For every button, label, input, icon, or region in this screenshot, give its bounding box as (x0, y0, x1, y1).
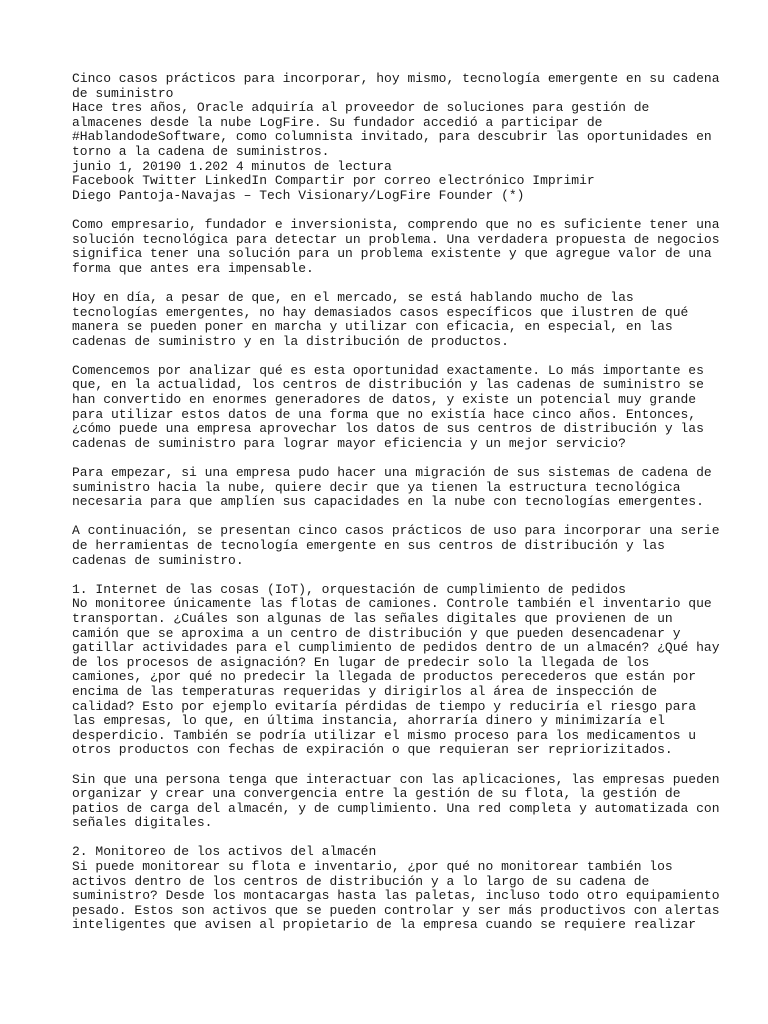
text-line: transportan. ¿Cuáles son algunas de las señales digitales que provienen de un (72, 610, 673, 626)
text-line: cadenas de suministro y en la distribución de productos. (72, 333, 509, 349)
text-line: han convertido en enormes generadores de datos, y existe un potencial muy grande (72, 392, 697, 408)
article-title-line-2: de suministro (72, 85, 174, 101)
text-line: solución tecnológica para detectar un problema. Una verdadera propuesta de negocios (72, 231, 720, 247)
article-meta: junio 1, 20190 1.202 4 minutos de lectura (72, 158, 392, 174)
text-line: Sin que una persona tenga que interactuar con las aplicaciones, las empresas pueden (72, 771, 720, 787)
text-line: suministro? Desde los montacargas hasta las paletas, incluso todo otro equipamiento (72, 888, 720, 904)
text-line: camiones, ¿por qué no predecir la llegada de productos perecederos que están por (72, 669, 697, 685)
text-line: desperdicio. También se podría utilizar el mismo proceso para los medicamentos u (72, 727, 697, 743)
text-line: otros productos con fechas de expiración o que requieran ser repriorizitados. (72, 742, 673, 758)
text-line: para utilizar estos datos de una forma que no existía hace cinco años. Entonces, (72, 406, 697, 422)
text-line: forma que antes era impensable. (72, 260, 314, 276)
article-lead-line-3: #HablandodeSoftware, como columnista invitado, para descubrir las oportunidades en (72, 129, 712, 145)
text-line: Para empezar, si una empresa pudo hacer una migración de sus sistemas de cadena de (72, 465, 712, 481)
text-line: inteligentes que avisen al propietario de la empresa cuando se requiere realizar (72, 917, 697, 933)
share-links: Facebook Twitter LinkedIn Compartir por correo electrónico Imprimir (72, 173, 595, 189)
paragraph-3 (72, 364, 712, 452)
paragraph-2 (72, 291, 712, 349)
text-line: que, en la actualidad, los centros de distribución y las cadenas de suministro se (72, 377, 704, 393)
text-line: significa tener una solución para un problema existente y que agregue valor de una (72, 246, 712, 262)
article-lead-line-1: Hace tres años, Oracle adquiría al proveedor de soluciones para gestión de (72, 100, 650, 116)
text-line: Si puede monitorear su flota e inventario, ¿por qué no monitorear también los (72, 859, 673, 875)
text-line: de los procesos de asignación? En lugar de predecir solo la llegada de los (72, 654, 650, 670)
text-line: Como empresario, fundador e inversionista, comprendo que no es suficiente tener una (72, 216, 720, 232)
text-line: encima de las temperaturas requeridas y dirigirlos al área de inspección de (72, 683, 658, 699)
text-line: las empresas, lo que, en última instancia, ahorraría dinero y minimizaría el (72, 713, 665, 729)
article-title-line-1: Cinco casos prácticos para incorporar, hoy mismo, tecnología emergente en su cadena (72, 71, 720, 86)
section-heading: 2. Monitoreo de los activos del almacén (72, 844, 377, 860)
text-line: suministro hacia la nube, quiere decir que ya tienen la estructura tecnológica (72, 479, 681, 495)
section-1-iot (72, 581, 720, 758)
text-line: manera se pueden poner en marcha y utilizar con eficacia, en especial, en las (72, 319, 673, 335)
document-page (72, 71, 720, 948)
text-line: patios de carga del almacén, y de cumplimiento. Una red completa y automatizada con (72, 800, 720, 816)
text-line: calidad? Esto por ejemplo evitaría pérdidas de tiempo y reduciría el riesgo para (72, 698, 697, 714)
article-header (72, 71, 720, 203)
text-line: pesado. Estos son activos que se pueden controlar y ser más productivos con alertas (72, 902, 720, 918)
text-line: necesaria para que amplíen sus capacidades en la nube con tecnologías emergentes. (72, 494, 704, 510)
text-line: No monitoree únicamente las flotas de camiones. Controle también el inventario que (72, 596, 712, 612)
text-line: cadenas de suministro. (72, 552, 244, 568)
section-heading: 1. Internet de las cosas (IoT), orquestación de cumplimiento de pedidos (72, 581, 626, 597)
paragraph-7 (72, 771, 720, 831)
text-line: cadenas de suministro para lograr mayor eficiencia y un mejor servicio? (72, 435, 626, 451)
text-line: gatillar actividades para el cumplimiento de pedidos dentro de un almacén? ¿Qué hay (72, 640, 720, 656)
text-line: A continuación, se presentan cinco casos prácticos de uso para incorporar una serie (72, 523, 720, 539)
text-line: organizar y crear una convergencia entre la gestión de su flota, la gestión de (72, 786, 681, 802)
text-line: de herramientas de tecnología emergente en sus centros de distribución y las (72, 538, 665, 553)
section-2-asset-monitoring (72, 844, 720, 933)
text-line: Hoy en día, a pesar de que, en el mercado, se está hablando mucho de las (72, 289, 634, 305)
article-author: Diego Pantoja-Navajas – Tech Visionary/LogFire Founder (*) (72, 187, 525, 203)
text-line: camión que se aproxima a un centro de distribución y que pueden desencadenar y (72, 625, 681, 641)
paragraph-5 (72, 523, 720, 568)
text-line: ¿cómo puede una empresa aprovechar los datos de sus centros de distribución y las (72, 421, 704, 437)
paragraph-1 (72, 216, 720, 276)
article-lead-line-4: torno a la cadena de suministros. (72, 143, 330, 159)
text-line: tecnologías emergentes, no hay demasiados casos específicos que ilustren de qué (72, 304, 689, 320)
paragraph-4 (72, 466, 712, 510)
text-line: Comencemos por analizar qué es esta oportunidad exactamente. Lo más importante es (72, 362, 704, 378)
text-line: señales digitales. (72, 815, 213, 831)
text-line: activos dentro de los centros de distribución y a lo largo de su cadena de (72, 873, 650, 889)
article-lead-line-2: almacenes desde la nube LogFire. Su fundador accedió a participar de (72, 114, 603, 130)
